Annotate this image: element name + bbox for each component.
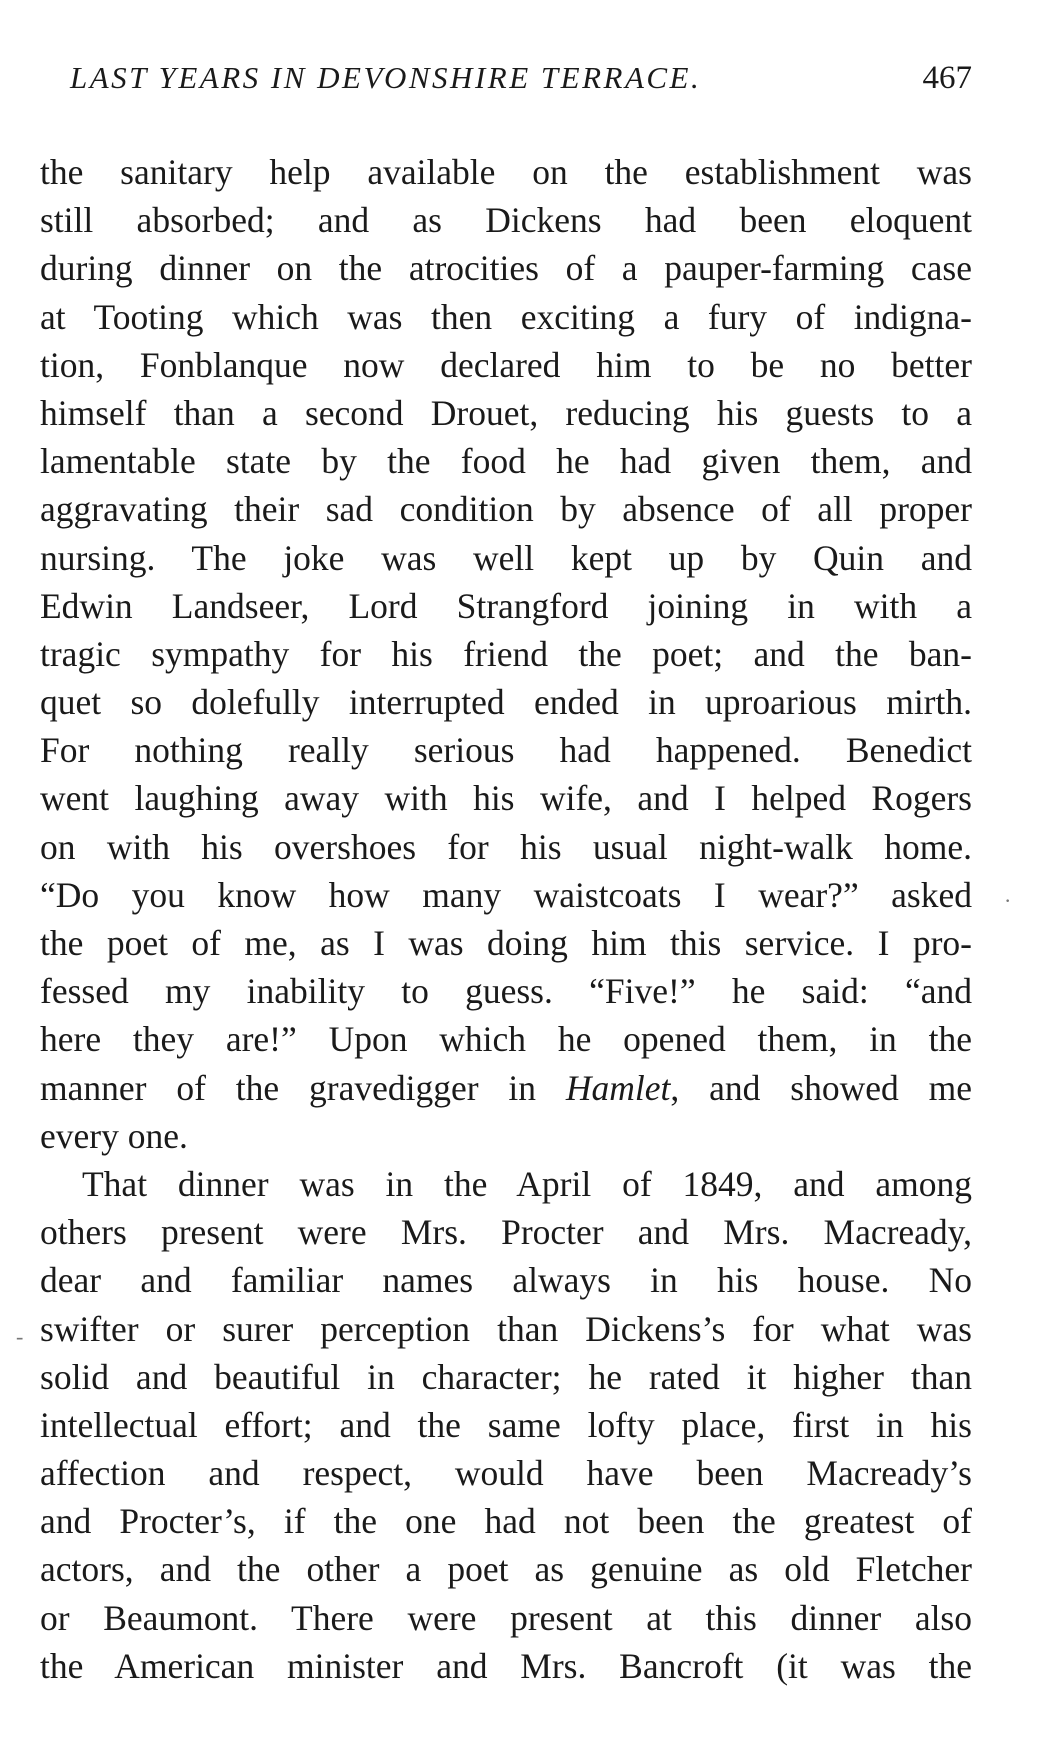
text-line: fessed my inability to guess. “Five!” he said: “and (40, 971, 972, 1012)
page-number: 467 (922, 60, 972, 96)
text-line: here they are!” Upon which he opened them, in the (40, 1019, 972, 1060)
text-line: actors, and the other a poet as genuine as old Fletcher (40, 1549, 972, 1590)
text-line: quet so dolefully interrupted ended in uproarious mirth. (40, 682, 972, 723)
running-head: LAST YEARS IN DEVONSHIRE TERRACE. (70, 60, 702, 95)
text-line: went laughing away with his wife, and I helped Rogers (40, 778, 972, 819)
text-line: during dinner on the atrocities of a pauper-farming case (40, 248, 972, 289)
text-line: on with his overshoes for his usual night-walk home. (40, 826, 972, 867)
text-line: lamentable state by the food he had given them, and (40, 441, 972, 482)
text-line: every one. (40, 1115, 188, 1156)
text-line: nursing. The joke was well kept up by Quin and (40, 537, 972, 578)
text-line: For nothing really serious had happened. Benedict (40, 730, 972, 771)
text-line: still absorbed; and as Dickens had been eloquent (40, 200, 972, 241)
text-line: tragic sympathy for his friend the poet; and the ban- (40, 633, 972, 674)
text-segment: manner of the gravedigger in (40, 1067, 566, 1108)
text-line: the sanitary help available on the establishment was (40, 152, 972, 192)
text-line: tion, Fonblanque now declared him to be no better (40, 344, 972, 385)
text-line: intellectual effort; and the same lofty place, first in his (40, 1404, 972, 1445)
text-line-with-title (40, 1064, 972, 1112)
text-line: swifter or surer perception than Dickens’s for what was (40, 1308, 972, 1349)
margin-mark: · (1004, 888, 1012, 913)
text-line: aggravating their sad condition by absence of all proper (40, 489, 972, 530)
text-line: That dinner was in the April of 1849, and among (82, 1163, 972, 1204)
text-line: himself than a second Drouet, reducing his guests to a (40, 392, 972, 433)
text-line: the American minister and Mrs. Bancroft (it was the (40, 1645, 972, 1686)
text-line: solid and beautiful in character; he rated it higher than (40, 1356, 972, 1397)
body-text (40, 148, 972, 1690)
text-line: or Beaumont. There were present at this dinner also (40, 1597, 972, 1638)
text-line: others present were Mrs. Procter and Mrs. Macready, (40, 1212, 972, 1253)
text-segment: , and showed me (670, 1067, 973, 1108)
text-line: Edwin Landseer, Lord Strangford joining in with a (40, 585, 972, 626)
text-line: dear and familiar names always in his house. No (40, 1260, 972, 1301)
work-title: Hamlet (565, 1067, 671, 1108)
text-line: at Tooting which was then exciting a fury of indigna- (40, 296, 972, 337)
text-line: and Procter’s, if the one had not been the greatest of (40, 1501, 972, 1542)
text-line: affection and respect, would have been Macready’s (40, 1453, 972, 1494)
page-header (62, 52, 972, 112)
text-line: the poet of me, as I was doing him this service. I pro- (40, 923, 972, 963)
text-line: “Do you know how many waistcoats I wear?” asked (40, 874, 972, 915)
margin-mark: - (16, 1324, 24, 1349)
